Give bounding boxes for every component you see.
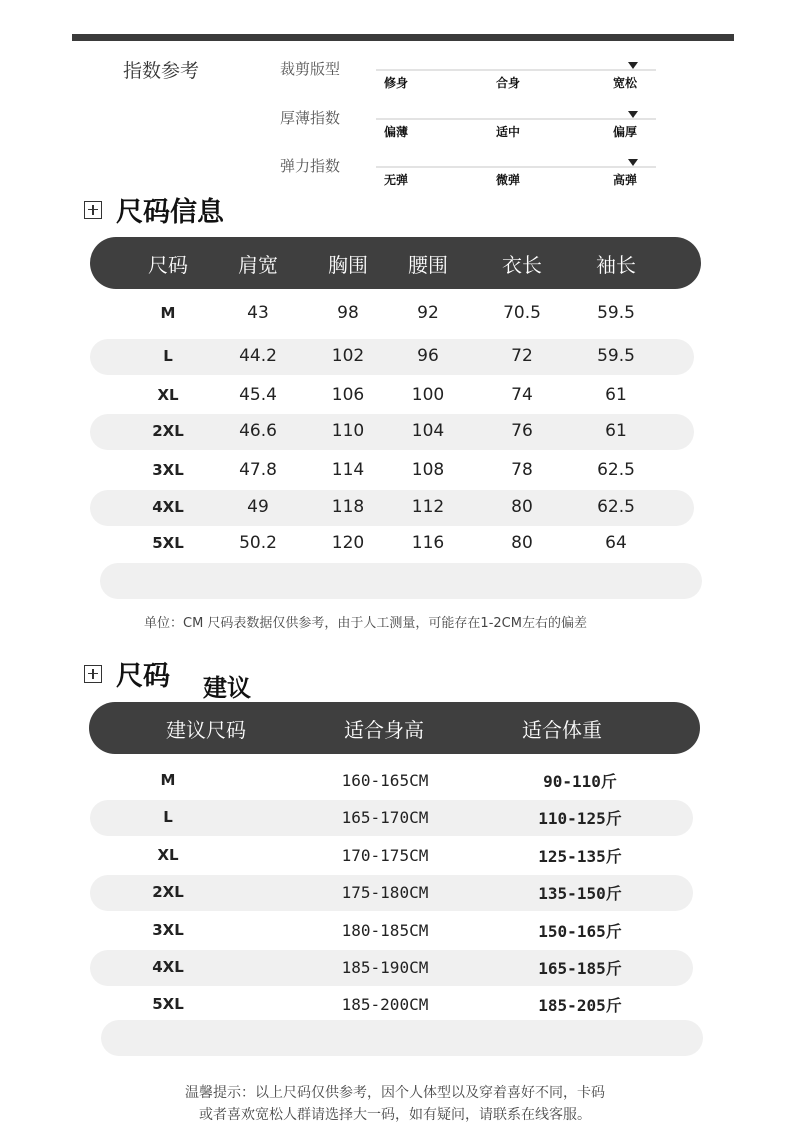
reference-option: 合身 xyxy=(496,76,521,90)
measure-cell: 78 xyxy=(511,460,533,480)
reference-row-label: 弹力指数 xyxy=(280,157,341,175)
size-info-header xyxy=(84,190,224,229)
size-cell: XL xyxy=(157,386,179,404)
reference-title: 指数参考 xyxy=(123,60,200,82)
reference-option: 修身 xyxy=(384,76,409,90)
table-row xyxy=(0,525,790,561)
column-header: 袖长 xyxy=(596,252,636,277)
measure-cell: 120 xyxy=(331,533,365,553)
tip-line-1: 温馨提示：以上尺码仅供参考，因个人体型以及穿着喜好不同，卡码 xyxy=(185,1085,605,1101)
size-cell: 5XL xyxy=(152,995,184,1013)
measure-cell: 64 xyxy=(605,533,627,553)
reference-row xyxy=(280,107,670,153)
table-row xyxy=(0,912,790,948)
plus-icon xyxy=(84,201,102,219)
table-row xyxy=(0,799,790,835)
reference-scale-line xyxy=(376,69,656,71)
weight-cell: 90-110斤 xyxy=(543,771,617,791)
table-stripe xyxy=(101,1020,703,1056)
table-row xyxy=(0,295,790,331)
measure-cell: 61 xyxy=(605,421,627,441)
size-cell: XL xyxy=(157,846,179,864)
weight-cell: 135-150斤 xyxy=(538,883,622,903)
weight-cell: 185-205斤 xyxy=(538,995,622,1015)
height-cell: 185-190CM xyxy=(341,957,429,977)
size-cell: L xyxy=(163,347,173,365)
column-header: 适合身高 xyxy=(344,717,424,742)
reference-row-label: 厚薄指数 xyxy=(280,109,341,127)
measure-cell: 62.5 xyxy=(597,460,635,480)
weight-cell: 110-125斤 xyxy=(538,808,622,828)
measure-cell: 104 xyxy=(411,421,445,441)
table-row xyxy=(0,762,790,798)
table-stripe xyxy=(100,563,702,599)
measure-note: 单位：CM 尺码表数据仅供参考，由于人工测量，可能存在1-2CM左右的偏差 xyxy=(144,616,587,631)
size-advice-header-bar xyxy=(89,702,700,754)
reference-row xyxy=(280,155,670,201)
reference-row xyxy=(280,58,670,104)
measure-cell: 72 xyxy=(511,346,533,366)
size-cell: 2XL xyxy=(152,883,184,901)
size-cell: 4XL xyxy=(152,958,184,976)
weight-cell: 150-165斤 xyxy=(538,921,622,941)
measure-cell: 106 xyxy=(331,385,365,405)
table-row xyxy=(0,338,790,374)
measure-cell: 98 xyxy=(337,303,359,323)
table-row xyxy=(0,986,790,1022)
size-cell: M xyxy=(160,771,176,789)
scale-marker-icon xyxy=(628,111,638,118)
scale-marker-icon xyxy=(628,159,638,166)
reference-scale-line xyxy=(376,118,656,120)
height-cell: 170-175CM xyxy=(341,845,429,865)
measure-cell: 116 xyxy=(411,533,445,553)
measure-cell: 114 xyxy=(331,460,365,480)
reference-scale-line xyxy=(376,166,656,168)
top-divider xyxy=(72,34,734,41)
table-row xyxy=(0,452,790,488)
column-header: 腰围 xyxy=(408,252,448,277)
measure-cell: 46.6 xyxy=(239,421,277,441)
reference-option: 微弹 xyxy=(496,173,521,187)
size-cell: 4XL xyxy=(152,498,184,516)
column-header: 尺码 xyxy=(148,252,188,277)
table-row xyxy=(0,413,790,449)
measure-cell: 47.8 xyxy=(239,460,277,480)
reference-row-label: 裁剪版型 xyxy=(280,60,341,78)
height-cell: 165-170CM xyxy=(341,807,429,827)
size-cell: 5XL xyxy=(152,534,184,552)
measure-cell: 76 xyxy=(511,421,533,441)
measure-cell: 118 xyxy=(331,497,365,517)
measure-cell: 50.2 xyxy=(239,533,277,553)
reference-option: 适中 xyxy=(496,125,521,139)
table-row xyxy=(0,837,790,873)
reference-option: 高弹 xyxy=(613,173,638,187)
reference-option: 偏厚 xyxy=(613,125,638,139)
measure-cell: 80 xyxy=(511,533,533,553)
measure-cell: 49 xyxy=(247,497,269,517)
height-cell: 175-180CM xyxy=(341,882,429,902)
reference-option: 宽松 xyxy=(613,76,638,90)
reference-option: 偏薄 xyxy=(384,125,409,139)
measure-cell: 110 xyxy=(331,421,365,441)
size-cell: M xyxy=(160,304,176,322)
measure-cell: 108 xyxy=(411,460,445,480)
measure-cell: 80 xyxy=(511,497,533,517)
column-header: 建议尺码 xyxy=(166,717,246,742)
height-cell: 185-200CM xyxy=(341,994,429,1014)
height-cell: 160-165CM xyxy=(341,770,429,790)
size-cell: L xyxy=(163,808,173,826)
size-advice-header xyxy=(84,654,170,693)
measure-cell: 70.5 xyxy=(503,303,541,323)
reference-option: 无弹 xyxy=(384,173,409,187)
scale-marker-icon xyxy=(628,62,638,69)
tip-line-2: 或者喜欢宽松人群请选择大一码，如有疑问，请联系在线客服。 xyxy=(199,1107,591,1123)
plus-icon xyxy=(84,665,102,683)
size-cell: 3XL xyxy=(152,461,184,479)
measure-cell: 62.5 xyxy=(597,497,635,517)
measure-cell: 112 xyxy=(411,497,445,517)
size-advice-title: 尺码 xyxy=(116,661,170,692)
measure-cell: 92 xyxy=(417,303,439,323)
table-row xyxy=(0,489,790,525)
height-cell: 180-185CM xyxy=(341,920,429,940)
measure-cell: 96 xyxy=(417,346,439,366)
size-advice-subtitle: 建议 xyxy=(203,674,251,702)
measure-cell: 102 xyxy=(331,346,365,366)
weight-cell: 125-135斤 xyxy=(538,846,622,866)
table-row xyxy=(0,874,790,910)
measure-cell: 61 xyxy=(605,385,627,405)
column-header: 胸围 xyxy=(328,252,368,277)
measure-cell: 59.5 xyxy=(597,303,635,323)
column-header: 适合体重 xyxy=(522,717,602,742)
size-info-header-bar xyxy=(90,237,701,289)
table-row xyxy=(0,949,790,985)
size-info-title: 尺码信息 xyxy=(116,197,224,228)
measure-cell: 43 xyxy=(247,303,269,323)
measure-cell: 59.5 xyxy=(597,346,635,366)
measure-cell: 44.2 xyxy=(239,346,277,366)
column-header: 肩宽 xyxy=(238,252,278,277)
measure-cell: 45.4 xyxy=(239,385,277,405)
column-header: 衣长 xyxy=(502,252,542,277)
measure-cell: 100 xyxy=(411,385,445,405)
weight-cell: 165-185斤 xyxy=(538,958,622,978)
size-cell: 2XL xyxy=(152,422,184,440)
table-row xyxy=(0,377,790,413)
size-cell: 3XL xyxy=(152,921,184,939)
measure-cell: 74 xyxy=(511,385,533,405)
